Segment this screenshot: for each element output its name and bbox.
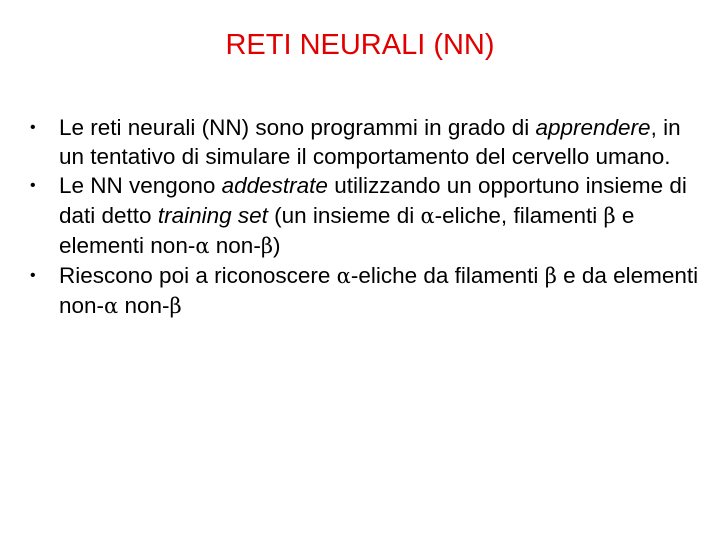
text-segment: , in un tentativo di simulare il comportamento del cervello umano. xyxy=(59,115,681,170)
text-segment: Riescono poi a riconoscere xyxy=(59,263,337,289)
text-segment: utilizzando un opportuno insieme di dati detto xyxy=(59,173,687,228)
slide-title: RETI NEURALI (NN) xyxy=(225,29,495,61)
greek-symbol: β xyxy=(169,294,182,319)
bullet-dot-icon: • xyxy=(30,119,36,136)
italic-term: apprendere xyxy=(535,115,651,140)
text-segment: (un insieme di xyxy=(267,202,421,228)
bullet-list xyxy=(30,113,700,321)
text-segment: non- xyxy=(209,232,261,258)
text-segment: ) xyxy=(272,232,281,258)
greek-symbol: α xyxy=(336,264,351,289)
bullet-text xyxy=(59,173,687,257)
text-segment: Le NN vengono xyxy=(59,173,222,199)
bullet-item xyxy=(30,261,700,321)
bullet-text xyxy=(59,263,698,318)
bullet-item xyxy=(30,171,700,261)
text-segment: -eliche da filamenti xyxy=(350,263,545,289)
text-segment: e elementi non- xyxy=(59,202,635,258)
bullet-dot-icon: • xyxy=(30,267,36,285)
text-segment: -eliche, filamenti xyxy=(434,202,604,228)
greek-symbol: α xyxy=(195,233,210,258)
greek-symbol: β xyxy=(603,203,616,228)
greek-symbol: β xyxy=(260,233,273,258)
greek-symbol: β xyxy=(544,264,557,289)
greek-symbol: α xyxy=(420,203,435,228)
greek-symbol: α xyxy=(104,294,119,319)
text-segment: non- xyxy=(118,293,170,319)
text-segment: e da elementi non- xyxy=(59,263,699,319)
bullet-item xyxy=(30,113,700,171)
italic-term: training set xyxy=(157,202,268,228)
italic-term: addestrate xyxy=(221,173,328,199)
bullet-text xyxy=(59,115,681,169)
text-segment: Le reti neurali (NN) sono programmi in grado di xyxy=(59,115,536,140)
bullet-dot-icon: • xyxy=(30,177,36,195)
